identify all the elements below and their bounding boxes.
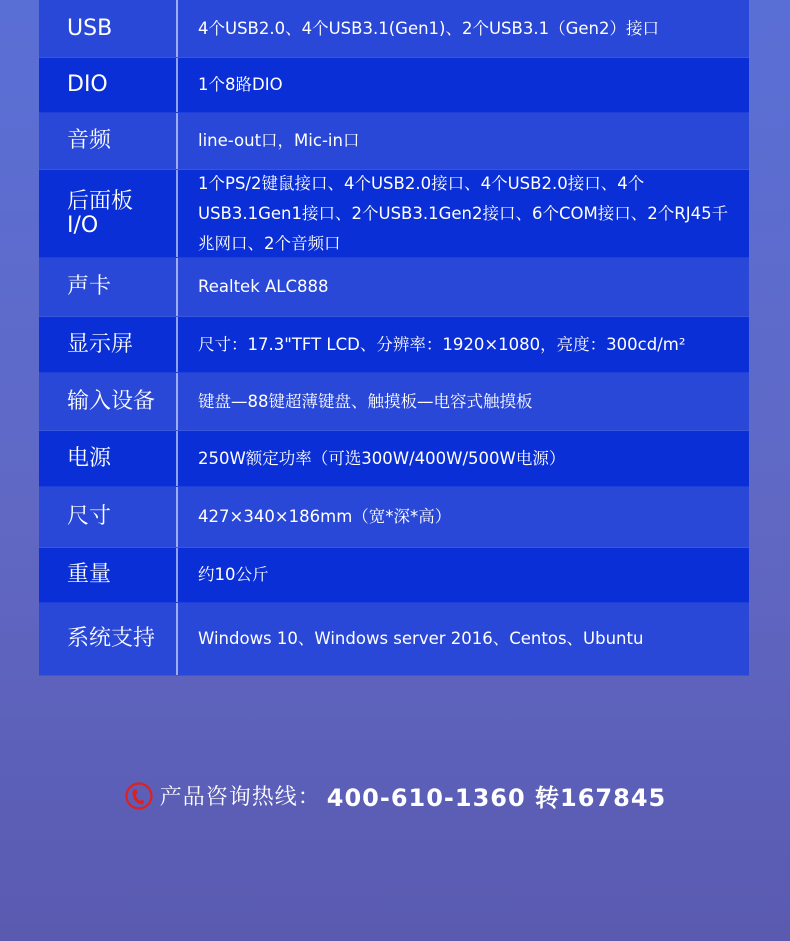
hotline-label: 产品咨询热线：	[159, 785, 321, 810]
spec-value: 250W额定功率（可选300W/400W/500W电源）	[198, 448, 566, 468]
spec-value: line-out口，Mic-in口	[198, 131, 360, 150]
spec-row-display	[39, 317, 749, 373]
spec-row-audio	[39, 113, 749, 170]
spec-value: 427×340×186mm（宽*深*高）	[198, 507, 452, 526]
phone-icon	[124, 781, 154, 811]
spec-row-usb	[39, 0, 749, 58]
spec-row-rear-panel-io	[39, 170, 749, 258]
spec-key: 系统支持	[39, 603, 178, 675]
spec-key: 后面板 I/O	[39, 170, 178, 257]
spec-value: Realtek ALC888	[198, 277, 329, 296]
spec-key: USB	[39, 0, 178, 57]
spec-row-os-support	[39, 603, 749, 676]
spec-value: 尺寸：17.3"TFT LCD、分辨率：1920×1080，亮度：300cd/m²	[198, 334, 686, 354]
spec-key: 电源	[39, 431, 178, 486]
hotline	[0, 778, 790, 813]
spec-value: 4个USB2.0、4个USB3.1(Gen1)、2个USB3.1（Gen2）接口	[198, 18, 659, 38]
spec-key: 显示屏	[39, 317, 178, 372]
spec-key: 重量	[39, 548, 178, 602]
spec-row-sound-card	[39, 258, 749, 317]
spec-value: Windows 10、Windows server 2016、Centos、Ubuntu	[198, 629, 644, 648]
spec-row-input-device	[39, 373, 749, 431]
spec-key: 输入设备	[39, 373, 178, 430]
spec-value: 键盘—88键超薄键盘、触摸板—电容式触摸板	[198, 391, 533, 411]
spec-key: 声卡	[39, 258, 178, 316]
spec-key: 尺寸	[39, 487, 178, 547]
spec-row-weight	[39, 548, 749, 603]
spec-value: 1个8路DIO	[198, 75, 283, 94]
spec-key: DIO	[39, 58, 178, 112]
spec-table	[39, 0, 749, 676]
spec-value: 约10公斤	[198, 565, 269, 584]
spec-row-dio	[39, 58, 749, 113]
hotline-number: 400-610-1360 转167845	[326, 784, 667, 812]
spec-value: 1个PS/2键鼠接口、4个USB2.0接口、4个USB2.0接口、4个USB3.1Gen1接口、2个USB3.1Gen2接口、6个COM接口、2个RJ45千兆网口、2个音频口	[198, 173, 729, 253]
spec-row-dimensions	[39, 487, 749, 548]
spec-row-power	[39, 431, 749, 487]
spec-key: 音频	[39, 113, 178, 169]
